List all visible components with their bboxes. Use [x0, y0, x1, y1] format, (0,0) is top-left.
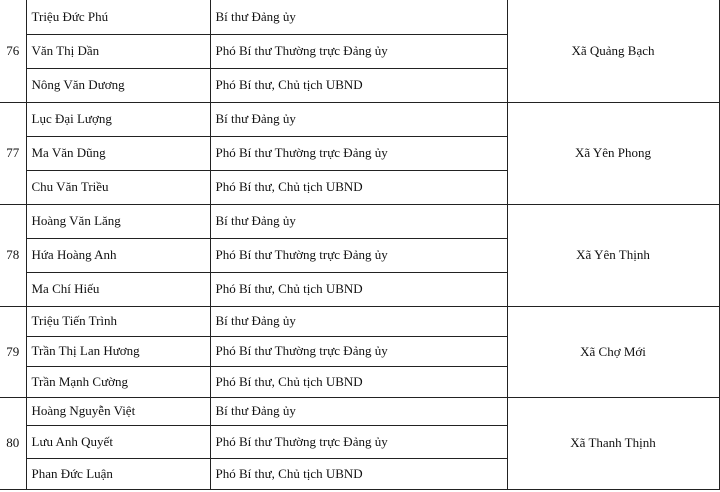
table-row [0, 0, 719, 34]
person-name: Ma Chí Hiếu [26, 272, 210, 306]
person-name: Phan Đức Luận [26, 458, 210, 489]
row-number: 78 [0, 204, 26, 306]
person-position: Phó Bí thư Thường trực Đảng ủy [210, 336, 507, 366]
person-position: Bí thư Đảng ủy [210, 0, 507, 34]
person-name: Lục Đại Lượng [26, 102, 210, 136]
row-number: 77 [0, 102, 26, 204]
person-position: Bí thư Đảng ủy [210, 306, 507, 336]
person-name: Trần Thị Lan Hương [26, 336, 210, 366]
person-position: Bí thư Đảng ủy [210, 204, 507, 238]
person-name: Hoàng Văn Lăng [26, 204, 210, 238]
person-name: Triệu Đức Phú [26, 0, 210, 34]
person-name: Triệu Tiến Trình [26, 306, 210, 336]
person-position: Phó Bí thư Thường trực Đảng ủy [210, 136, 507, 170]
person-position: Phó Bí thư, Chủ tịch UBND [210, 170, 507, 204]
person-position: Phó Bí thư Thường trực Đảng ủy [210, 238, 507, 272]
person-name: Nông Văn Dương [26, 68, 210, 102]
commune-name: Xã Quảng Bạch [507, 0, 719, 102]
person-position: Phó Bí thư, Chủ tịch UBND [210, 458, 507, 489]
person-position: Phó Bí thư, Chủ tịch UBND [210, 68, 507, 102]
commune-name: Xã Thanh Thịnh [507, 397, 719, 489]
person-position: Phó Bí thư Thường trực Đảng ủy [210, 34, 507, 68]
person-name: Lưu Anh Quyết [26, 425, 210, 458]
table-row [0, 102, 719, 136]
person-name: Ma Văn Dũng [26, 136, 210, 170]
person-name: Hoàng Nguyễn Việt [26, 397, 210, 425]
person-name: Hứa Hoàng Anh [26, 238, 210, 272]
row-number: 76 [0, 0, 26, 102]
person-position: Bí thư Đảng ủy [210, 102, 507, 136]
person-name: Trần Mạnh Cường [26, 366, 210, 397]
person-name: Chu Văn Triều [26, 170, 210, 204]
person-position: Bí thư Đảng ủy [210, 397, 507, 425]
commune-name: Xã Yên Phong [507, 102, 719, 204]
row-number: 79 [0, 306, 26, 397]
table-row [0, 306, 719, 336]
commune-name: Xã Chợ Mới [507, 306, 719, 397]
table-row [0, 397, 719, 425]
person-position: Phó Bí thư, Chủ tịch UBND [210, 366, 507, 397]
person-name: Văn Thị Dần [26, 34, 210, 68]
person-position: Phó Bí thư, Chủ tịch UBND [210, 272, 507, 306]
table-row [0, 204, 719, 238]
commune-name: Xã Yên Thịnh [507, 204, 719, 306]
person-position: Phó Bí thư Thường trực Đảng ủy [210, 425, 507, 458]
row-number: 80 [0, 397, 26, 489]
